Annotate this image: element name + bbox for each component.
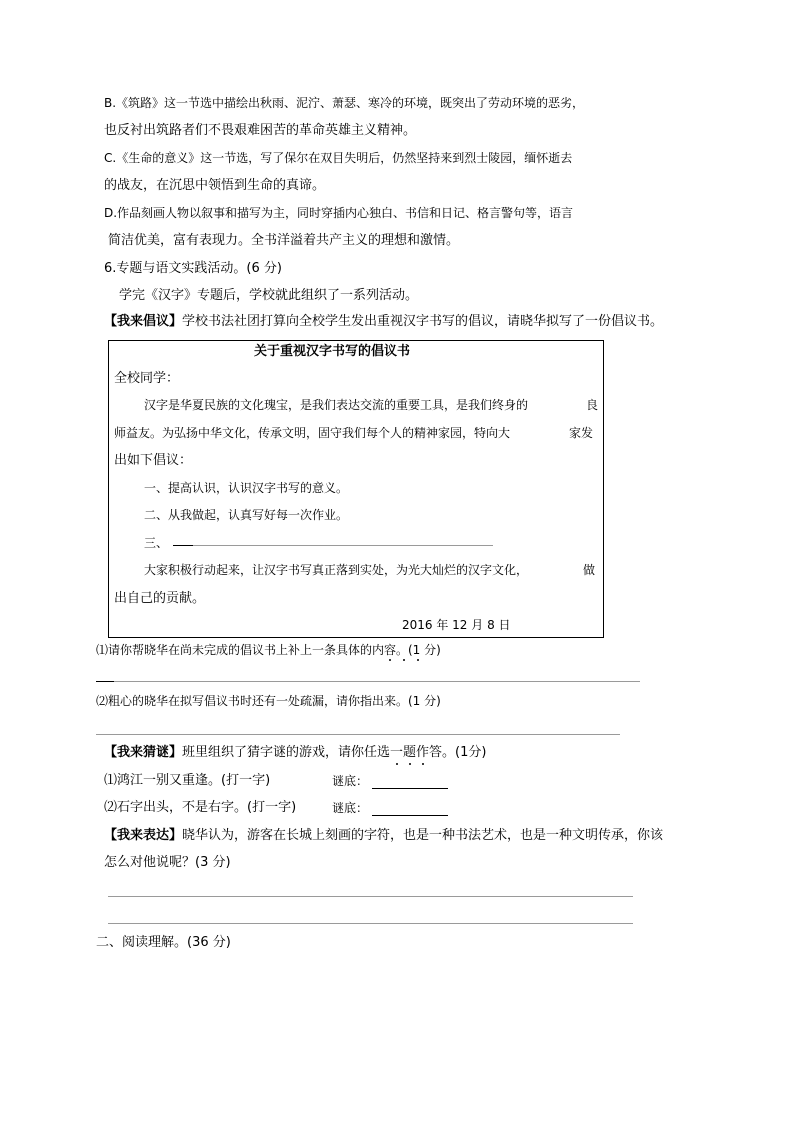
answer-line-2[interactable] — [96, 734, 620, 735]
sub-question-2: ⑵粗心的晓华在拟写倡议书时还有一处疏漏，请你指出来。(1 分) — [96, 694, 441, 708]
proposal-text: 学校书法社团打算向全校学生发出重视汉字书写的倡议，请晓华拟写了一份倡议书。 — [182, 314, 664, 329]
answer-line-3[interactable] — [108, 896, 633, 897]
proposal-prompt — [104, 315, 663, 328]
riddle-prompt — [104, 746, 486, 759]
letter-title: 关于重视汉字书写的倡议书 — [254, 344, 411, 359]
riddle-1-answer-label: 谜底： — [332, 774, 369, 788]
letter-body-1: 汉字是华夏民族的文化瑰宝，是我们表达交流的重要工具，是我们终身的 — [144, 398, 529, 412]
answer-line-4[interactable] — [108, 923, 633, 924]
emphasis-dot — [422, 763, 424, 765]
express-tag: 【我来表达】 — [104, 828, 183, 843]
express-text: 晓华认为，游客在长城上刻画的字符，也是一种书法艺术，也是一种文明传承，你该 — [182, 828, 664, 843]
option-d-line1: D.作品刻画人物以叙事和描写为主，同时穿插内心独白、书信和日记、格言警句等，语言 — [104, 206, 574, 220]
riddle-text: 班里组织了猜字谜的游戏，请你任选一题作答。(1分) — [182, 745, 487, 760]
letter-body-2-end: 家发 — [569, 426, 594, 440]
option-c-line1: C.《生命的意义》这一节选，写了保尔在双目失明后，仍然坚持来到烈士陵园，缅怀逝去 — [104, 151, 573, 165]
riddle-2-answer-blank[interactable] — [372, 815, 448, 816]
express-prompt — [104, 829, 663, 842]
riddle-1-answer-blank[interactable] — [372, 788, 448, 789]
riddle-2-answer-label: 谜底： — [332, 801, 369, 815]
option-d-line2: 简洁优美，富有表现力。全书洋溢着共产主义的理想和激情。 — [108, 233, 460, 248]
letter-greeting: 全校同学： — [114, 371, 180, 386]
letter-item-3-blank[interactable] — [193, 545, 493, 546]
answer-line-1[interactable] — [114, 681, 640, 682]
riddle-1: ⑴鸿江一别又重逢。(打一字) — [104, 773, 271, 788]
q6-title: 6.专题与语文实践活动。(6 分) — [104, 261, 282, 276]
letter-closing-end: 做 — [583, 563, 596, 577]
emphasis-dot — [403, 659, 405, 661]
emphasis-dot — [389, 659, 391, 661]
emphasis-dot — [409, 763, 411, 765]
letter-closing-2: 出自己的贡献。 — [114, 591, 206, 606]
letter-date: 2016 年 12 月 8 日 — [402, 618, 511, 632]
riddle-2: ⑵石字出头，不是右字。(打一字) — [104, 800, 297, 815]
letter-closing: 大家积极行动起来，让汉字书写真正落到实处，为光大灿烂的汉字文化， — [144, 563, 529, 577]
letter-item-3-blank-dark — [173, 545, 193, 546]
option-b-line2: 也反衬出筑路者们不畏艰难困苦的革命英雄主义精神。 — [104, 123, 417, 138]
letter-item-3: 三、 — [144, 536, 169, 550]
section-2-heading: 二、阅读理解。(36 分) — [96, 935, 231, 950]
option-b-line1: B.《筑路》这一节选中描绘出秋雨、泥泞、萧瑟、寒冷的环境，既突出了劳动环境的恶劣， — [104, 96, 585, 110]
letter-item-1: 一、提高认识，认识汉字书写的意义。 — [144, 481, 349, 495]
letter-body-3: 出如下倡议： — [114, 453, 193, 468]
emphasis-dot — [417, 659, 419, 661]
option-c-line2: 的战友，在沉思中领悟到生命的真谛。 — [104, 178, 326, 193]
sub-question-1: ⑴请你帮晓华在尚未完成的倡议书上补上一条具体的内容。(1 分) — [96, 643, 441, 657]
express-text-2: 怎么对他说呢？(3 分) — [104, 855, 231, 870]
q6-intro: 学完《汉字》专题后，学校就此组织了一系列活动。 — [119, 288, 419, 303]
emphasis-dot — [396, 763, 398, 765]
riddle-tag: 【我来猜谜】 — [104, 745, 183, 760]
letter-body-2: 师益友。为弘扬中华文化，传承文明，固守我们每个人的精神家园，特向大 — [114, 426, 511, 440]
letter-body-1-end: 良 — [586, 398, 599, 412]
answer-line-1-dark — [96, 681, 114, 682]
letter-item-2: 二、从我做起，认真写好每一次作业。 — [144, 508, 349, 522]
proposal-tag: 【我来倡议】 — [104, 314, 183, 329]
